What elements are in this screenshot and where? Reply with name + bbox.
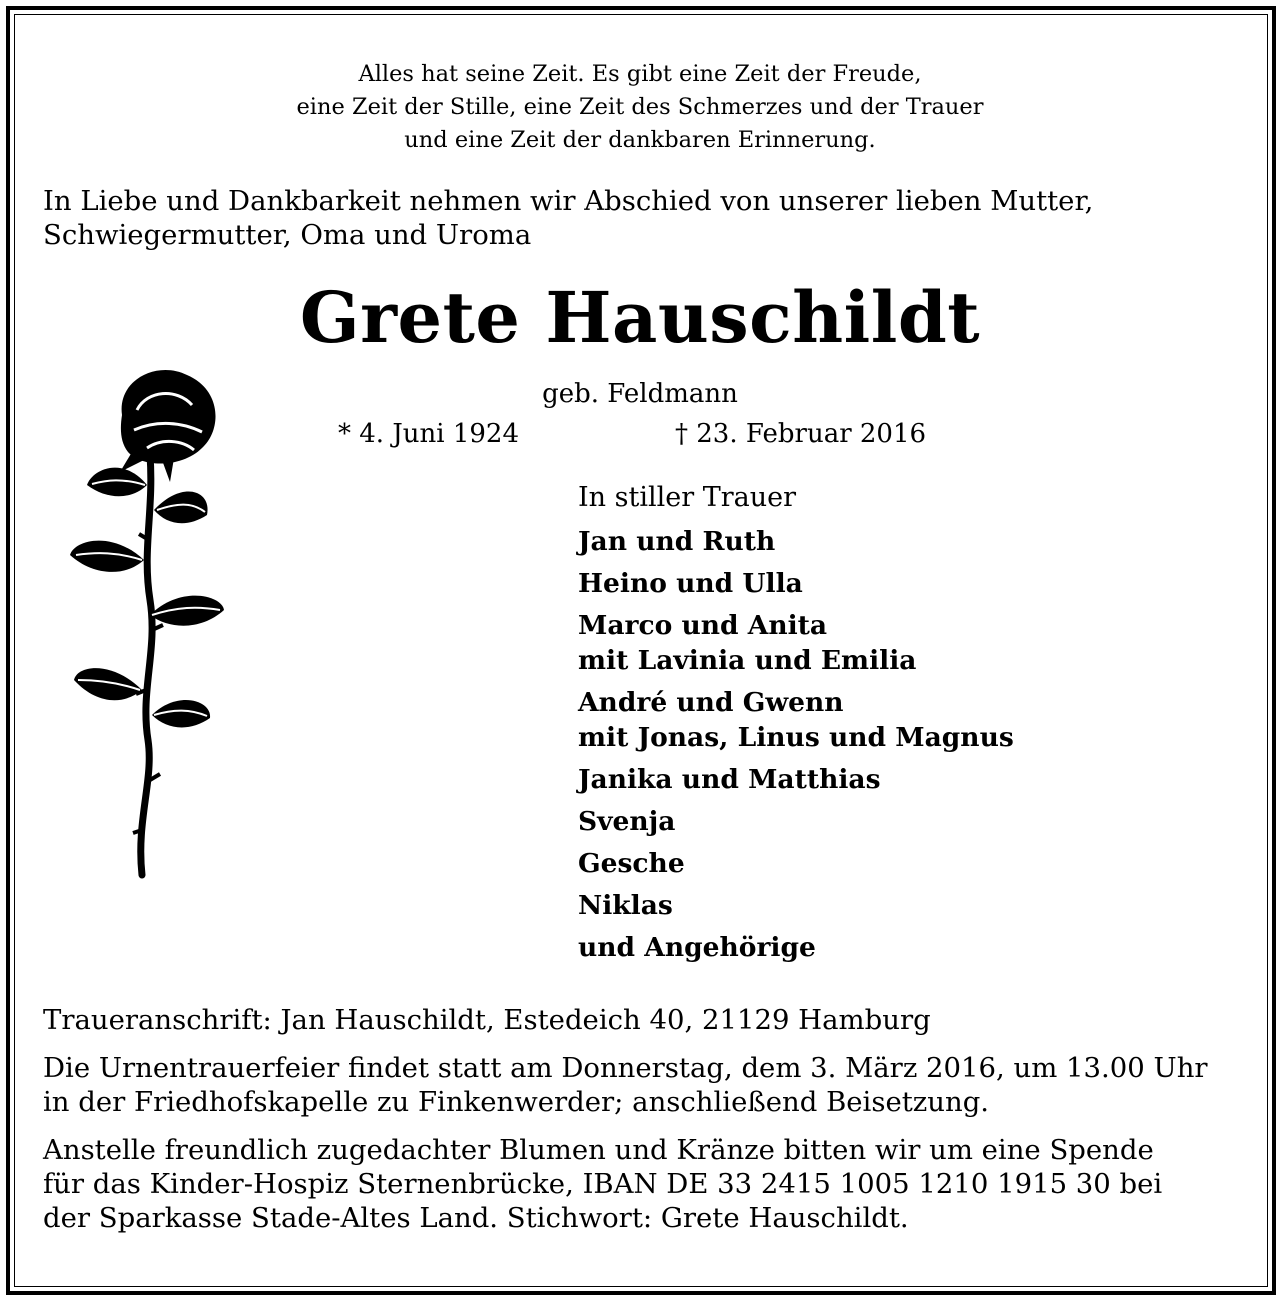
mourner-group <box>578 888 1014 923</box>
mourner-line: Jan und Ruth <box>578 526 776 557</box>
motto-line: und eine Zeit der dankbaren Erinnerung. <box>404 127 876 153</box>
mourner-line: mit Lavinia und Emilia <box>578 645 917 676</box>
donation-line: der Sparkasse Stade-Altes Land. Stichwort: Grete Hauschildt. <box>43 1202 909 1234</box>
intro-line: In Liebe und Dankbarkeit nehmen wir Abschied von unserer lieben Mutter, <box>43 185 1094 217</box>
mourner-group <box>578 685 1014 755</box>
mourner-group <box>578 524 1014 559</box>
mourner-line: Heino und Ulla <box>578 568 803 599</box>
donation-info <box>43 1133 1239 1235</box>
mourner-group <box>578 930 1014 965</box>
mourner-line: Gesche <box>578 848 685 879</box>
ceremony-line: in der Friedhofskapelle zu Finkenwerder; anschließend Beisetzung. <box>43 1086 990 1118</box>
mourner-group <box>578 608 1014 678</box>
mourner-line: mit Jonas, Linus und Magnus <box>578 722 1014 753</box>
mourner-line: Janika und Matthias <box>578 764 881 795</box>
birth-date: * 4. Juni 1924 <box>338 419 519 449</box>
footer-info <box>43 1003 1239 1249</box>
intro-text <box>43 184 1243 252</box>
motto-line: eine Zeit der Stille, eine Zeit des Schmerzes und der Trauer <box>296 94 984 120</box>
mourner-group <box>578 804 1014 839</box>
motto-line: Alles hat seine Zeit. Es gibt eine Zeit der Freude, <box>358 61 922 87</box>
death-date: † 23. Februar 2016 <box>675 419 927 449</box>
birth-name: geb. Feldmann <box>542 379 738 409</box>
mourner-line: Svenja <box>578 806 676 837</box>
deceased-name: Grete Hauschildt <box>299 276 981 359</box>
mourner-line: Marco und Anita <box>578 610 828 641</box>
mourning-address: Traueranschrift: Jan Hauschildt, Estedeich 40, 21129 Hamburg <box>43 1004 931 1036</box>
mourner-line: André und Gwenn <box>578 687 844 718</box>
mourner-line: Niklas <box>578 890 673 921</box>
rose-icon <box>62 360 232 885</box>
mourner-group <box>578 846 1014 881</box>
donation-line: für das Kinder-Hospiz Sternenbrücke, IBAN DE 33 2415 1005 1210 1915 30 bei <box>43 1168 1163 1200</box>
mourner-line: und Angehörige <box>578 932 816 963</box>
intro-line: Schwiegermutter, Oma und Uroma <box>43 219 532 251</box>
mourner-group <box>578 566 1014 601</box>
ceremony-info <box>43 1051 1239 1119</box>
motto-quote <box>0 58 1280 157</box>
ceremony-line: Die Urnentrauerfeier findet statt am Donnerstag, dem 3. März 2016, um 13.00 Uhr <box>43 1052 1208 1084</box>
mourner-group <box>578 762 1014 797</box>
donation-line: Anstelle freundlich zugedachter Blumen und Kränze bitten wir um eine Spende <box>43 1134 1154 1166</box>
mourners-list <box>578 480 1014 972</box>
mourners-lead: In stiller Trauer <box>578 482 797 513</box>
